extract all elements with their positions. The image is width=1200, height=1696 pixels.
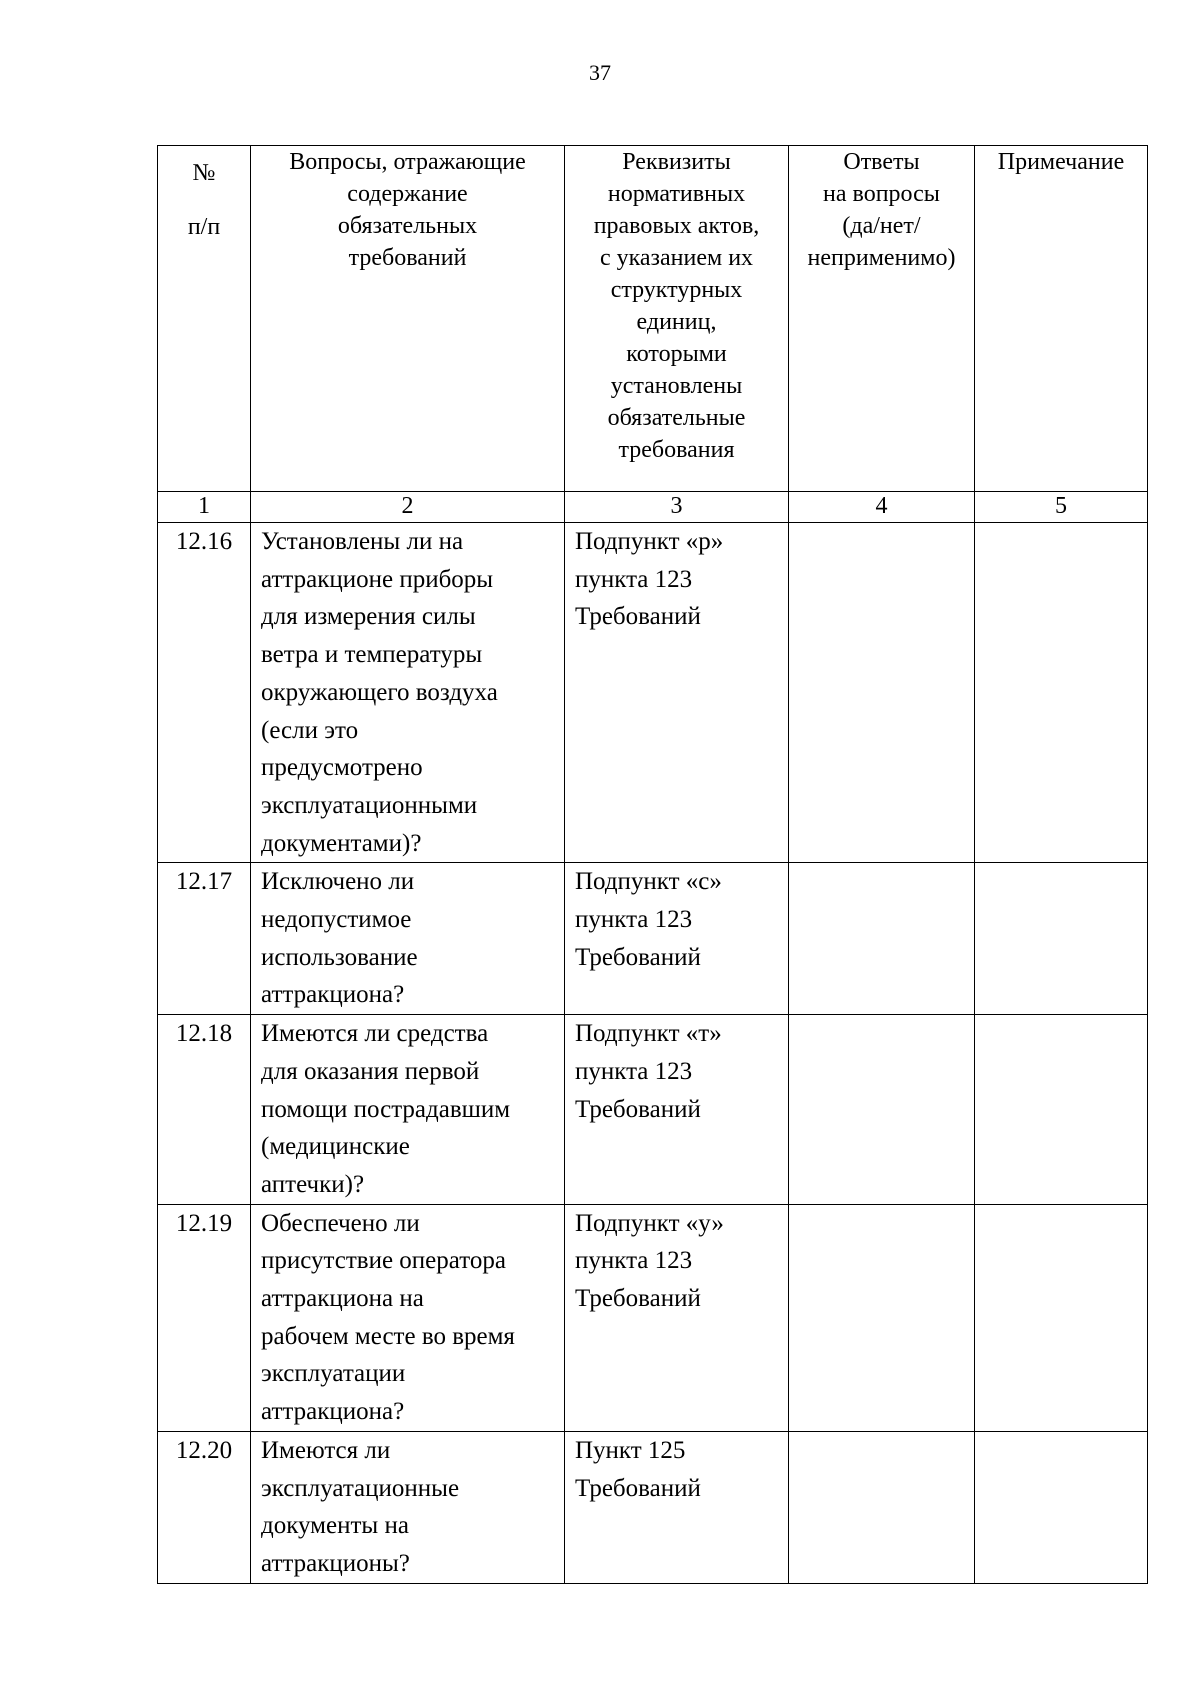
reference-line: Пункт 125	[575, 1436, 686, 1464]
question-line: использование	[261, 943, 418, 971]
page-number: 37	[589, 60, 611, 85]
note-cell[interactable]	[975, 1015, 1148, 1205]
table-header	[158, 146, 1148, 523]
header-line: №	[192, 160, 216, 186]
header-line: п/п	[187, 214, 221, 240]
question-line: Имеются ли	[261, 1436, 391, 1464]
header-answers	[789, 146, 975, 492]
reference-line: Требований	[575, 603, 701, 631]
row-number: 12.17	[158, 863, 251, 1015]
header-line: единиц,	[636, 309, 717, 335]
column-number: 5	[975, 492, 1148, 523]
reference-cell	[565, 1204, 789, 1431]
table-body	[158, 523, 1148, 1584]
question-line: аттракциона на	[261, 1285, 424, 1313]
question-line: аттракциона?	[261, 981, 405, 1009]
answer-cell[interactable]	[789, 1204, 975, 1431]
table-row	[158, 863, 1148, 1015]
header-line: Вопросы, отражающие	[289, 149, 526, 175]
reference-line: Подпункт «т»	[575, 1020, 722, 1048]
reference-line: Требований	[575, 1095, 701, 1123]
reference-line: пункта 123	[575, 906, 693, 934]
question-cell	[251, 523, 565, 863]
note-cell[interactable]	[975, 863, 1148, 1015]
header-line: обязательные	[607, 405, 746, 431]
header-line: обязательных	[337, 213, 478, 239]
header-line: установлены	[610, 373, 743, 399]
question-line: ветра и температуры	[261, 641, 483, 669]
header-references	[565, 146, 789, 492]
reference-line: пункта 123	[575, 565, 693, 593]
question-line: аттракционы?	[261, 1549, 410, 1577]
question-line: Имеются ли средства	[261, 1020, 489, 1048]
header-line: структурных	[610, 277, 743, 303]
header-questions	[251, 146, 565, 492]
question-line: недопустимое	[261, 906, 412, 934]
column-number: 4	[789, 492, 975, 523]
header-line: которыми	[626, 341, 727, 367]
row-number: 12.19	[158, 1204, 251, 1431]
note-cell[interactable]	[975, 1431, 1148, 1583]
question-line: присутствие оператора	[261, 1247, 506, 1275]
column-number: 2	[251, 492, 565, 523]
answer-cell[interactable]	[789, 523, 975, 863]
reference-line: пункта 123	[575, 1057, 693, 1085]
header-line: Реквизиты	[622, 149, 731, 175]
reference-cell	[565, 1015, 789, 1205]
table-row	[158, 1204, 1148, 1431]
reference-line: Подпункт «с»	[575, 868, 722, 896]
header-line: (да/нет/	[842, 213, 921, 239]
checklist-table	[157, 145, 1148, 1584]
reference-cell	[565, 863, 789, 1015]
reference-line: Подпункт «у»	[575, 1209, 724, 1237]
reference-line: Требований	[575, 1474, 701, 1502]
row-number: 12.18	[158, 1015, 251, 1205]
question-line: для измерения силы	[261, 603, 476, 631]
table-row	[158, 1015, 1148, 1205]
question-line: аптечки)?	[261, 1170, 365, 1198]
question-cell	[251, 1015, 565, 1205]
answer-cell[interactable]	[789, 863, 975, 1015]
question-line: окружающего воздуха	[261, 678, 498, 706]
question-line: эксплуатации	[261, 1360, 406, 1388]
question-line: документы на	[261, 1512, 409, 1540]
question-line: Исключено ли	[261, 868, 415, 896]
row-number: 12.16	[158, 523, 251, 863]
column-number-row	[158, 492, 1148, 523]
question-cell	[251, 1431, 565, 1583]
table-row	[158, 1431, 1148, 1583]
question-line: эксплуатационными	[261, 791, 478, 819]
header-note	[975, 146, 1148, 492]
header-number	[158, 146, 251, 492]
header-line: содержание	[347, 181, 468, 207]
reference-line: пункта 123	[575, 1247, 693, 1275]
column-number: 3	[565, 492, 789, 523]
header-line: с указанием их	[599, 245, 754, 271]
header-line: требований	[348, 245, 467, 271]
question-line: для оказания первой	[261, 1057, 480, 1085]
reference-line: Требований	[575, 943, 701, 971]
question-line: (если это	[261, 716, 359, 744]
reference-cell	[565, 1431, 789, 1583]
header-line: на вопросы	[823, 181, 940, 207]
table-row	[158, 523, 1148, 863]
question-line: (медицинские	[261, 1133, 410, 1161]
question-cell	[251, 1204, 565, 1431]
question-line: Установлены ли на	[261, 528, 464, 555]
answer-cell[interactable]	[789, 1015, 975, 1205]
reference-cell	[565, 523, 789, 863]
reference-line: Требований	[575, 1285, 701, 1313]
answer-cell[interactable]	[789, 1431, 975, 1583]
question-line: аттракциона?	[261, 1398, 405, 1426]
row-number: 12.20	[158, 1431, 251, 1583]
question-line: эксплуатационные	[261, 1474, 460, 1502]
column-number: 1	[158, 492, 251, 523]
question-line: помощи пострадавшим	[261, 1095, 511, 1123]
header-line: нормативных	[607, 181, 746, 207]
header-row	[158, 146, 1148, 492]
header-line: неприменимо)	[807, 245, 956, 271]
note-cell[interactable]	[975, 523, 1148, 863]
question-line: рабочем месте во время	[261, 1322, 515, 1350]
header-line: Примечание	[997, 149, 1125, 175]
question-cell	[251, 863, 565, 1015]
question-line: Обеспечено ли	[261, 1209, 420, 1237]
question-line: аттракционе приборы	[261, 565, 494, 593]
note-cell[interactable]	[975, 1204, 1148, 1431]
reference-line: Подпункт «р»	[575, 528, 724, 555]
header-line: Ответы	[843, 149, 920, 175]
question-line: документами)?	[261, 829, 422, 857]
question-line: предусмотрено	[261, 754, 423, 782]
header-line: требования	[618, 437, 735, 463]
header-line: правовых актов,	[593, 213, 760, 239]
